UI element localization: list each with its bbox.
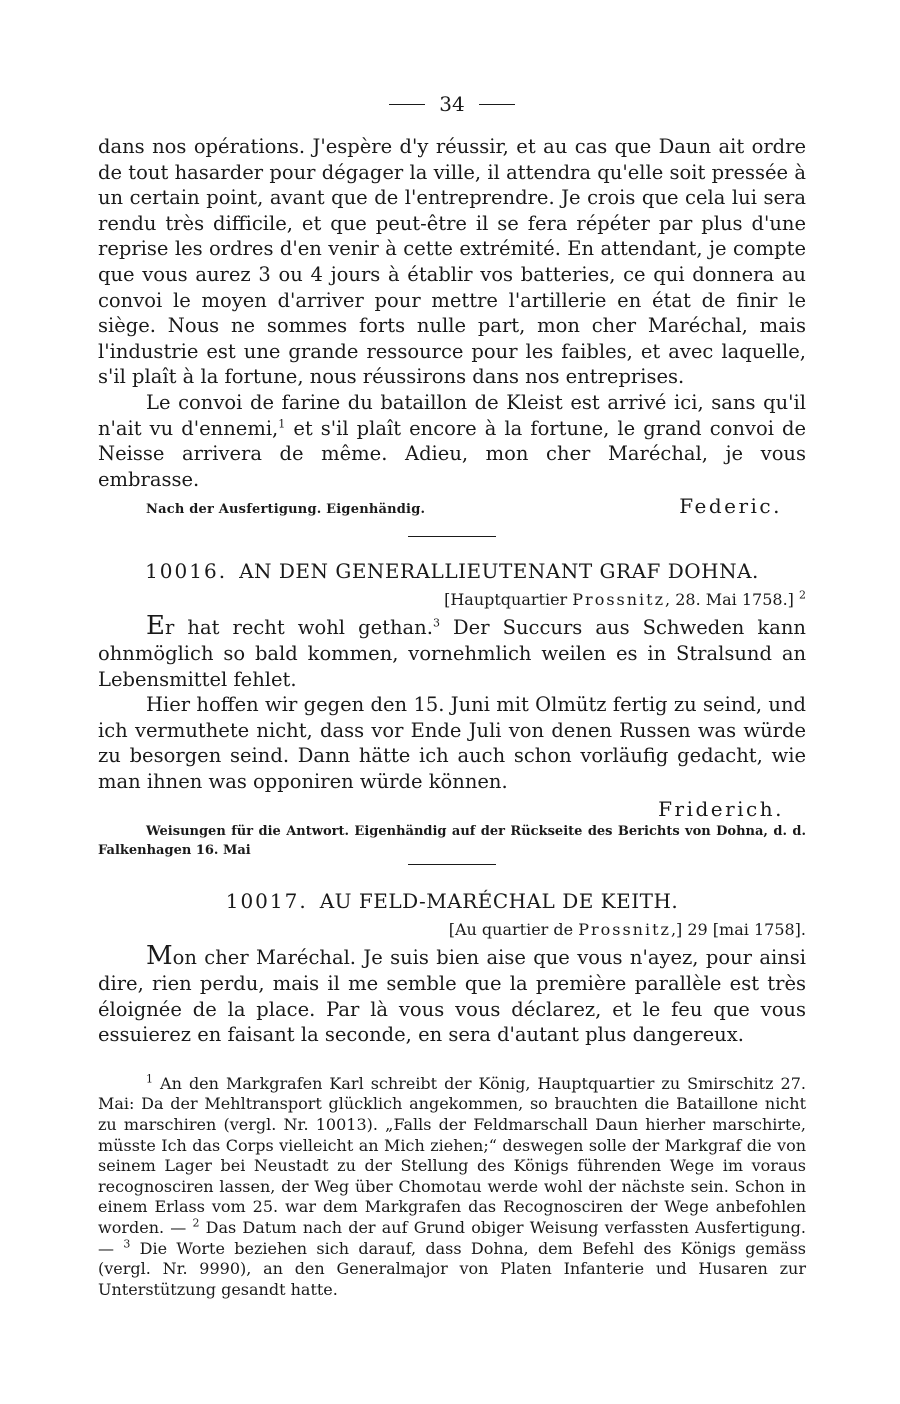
dateline-a: [Hauptquartier	[444, 590, 573, 610]
dateline-a: [Au quartier de	[448, 920, 579, 940]
letter-paragraph: Hier hoffen wir gegen den 15. Juni mit Olmütz fertig zu seind, und ich vermuthete nicht, dass vor Ende Juli von denen Russen was würde zu besorgen seind. Dann hätte ich auch schon vorläufig gedacht, wie man ihnen was opponiren würde können.	[98, 693, 806, 793]
paragraph-text-b: Der Succurs aus Schweden kann ohnmöglich so bald kommen, vornehmlich weilen es in Stralsund an Lebensmittel fehlet.	[98, 616, 806, 691]
signature: Federic.	[679, 494, 782, 519]
initial-letter: M	[146, 941, 173, 972]
footnote-2-text: Das Datum nach der auf Grund obiger Weisung verfassten Ausfertigung. —	[98, 1218, 806, 1258]
footnote-3-text: Die Worte beziehen sich darauf, dass Dohna, dem Befehl des Königs gemäss (vergl. Nr. 9990), an den Generalmajor von Platen Infanterie und Husaren zur Unterstützung gesandt hatte.	[98, 1238, 806, 1299]
footnote-1-text: An den Markgrafen Karl schreibt der König, Hauptquartier zu Smirschitz 27. Mai: Da der Mehltransport glücklich angekommen, so brauchten die Bataillone nicht zu marschiren (vergl. Nr. 10013). „Falls der Feldmarschall Daun hierher marschirte, müsste Ich das Corps vielleicht an Mich ziehen;“ deswegen solle der Markgraf die von seinem Lager bei Neustadt zu der Stellung des Königs führenden Wege im voraus recognosciren lassen, der Weg über Chomotau werde wohl der nächste sein. Schon in einem Erlass vom 25. war dem Markgrafen das Recognosciren der Wege anbefohlen worden. —	[98, 1073, 806, 1237]
footnotes	[98, 1074, 806, 1301]
footnote-mark-2: 2	[192, 1216, 200, 1230]
letter-footer	[98, 494, 806, 518]
initial-letter: E	[146, 611, 165, 642]
footnote-mark-3: 3	[123, 1237, 131, 1251]
footnote-ref-3: 3	[432, 616, 440, 630]
footnote-block	[98, 1074, 806, 1301]
letter-number: 10017.	[225, 889, 308, 914]
letter-closing-paragraph	[98, 390, 806, 492]
footnote-ref-2: 2	[799, 588, 806, 602]
paragraph-text: on cher Maréchal. Je suis bien aise que vous n'ayez, pour ainsi dire, rien perdu, mais il me semble que la première parallèle est très éloignée de la place. Par là vous vous déclarez, et le feu que vous essuierez en faisant la seconde, en sera d'autant plus dangereux.	[98, 946, 806, 1047]
section-divider	[408, 864, 496, 865]
letter-dateline	[98, 917, 806, 943]
dateline-place: Prossnitz	[572, 590, 666, 610]
dateline-b: , 28. Mai 1758.]	[665, 590, 794, 610]
letter-dateline	[98, 587, 806, 613]
letter-heading	[98, 557, 806, 585]
letter-paragraph	[98, 941, 806, 1047]
dateline-place: Prossnitz	[578, 920, 671, 940]
signature: Friderich.	[658, 797, 784, 822]
page-number: 34	[439, 92, 465, 116]
letter-title: AU FELD-MARÉCHAL DE KEITH.	[319, 889, 679, 914]
document-page	[98, 88, 806, 1300]
paragraph-text-a: r hat recht wohl gethan.	[164, 616, 433, 640]
letter-paragraph	[98, 611, 806, 692]
header-rule-right	[479, 104, 515, 105]
dateline-b: ,] 29 [mai 1758].	[670, 920, 806, 940]
page-header	[98, 88, 806, 120]
letter-heading	[98, 887, 806, 915]
footnote-ref-1: 1	[278, 417, 286, 431]
footnote-mark-1: 1	[146, 1072, 153, 1086]
letter-continuation-paragraph: dans nos opérations. J'espère d'y réussir, et au cas que Daun ait ordre de tout hasarder pour dégager la ville, il attendra qu'elle soit pressée à un certain point, avant que de l'entreprendre. Je crois que cela lui sera rendu très difficile, et que peut-être il se fera répéter par plus d'une reprise les ordres d'en venir à cette extrémité. En attendant, je compte que vous aurez 3 ou 4 jours à établir vos batteries, ce qui donnera au convoi le moyen d'arriver pour mettre l'artillerie en état de finir le siège. Nous ne sommes forts nulle part, mon cher Maréchal, mais l'industrie est une grande ressource pour les faibles, et avec laquelle, s'il plaît à la fortune, nous réussirons dans nos entreprises.	[98, 135, 806, 389]
closing-text-a: Le convoi de farine du bataillon de Kleist est arrivé ici, sans qu'il n'ait vu d'ennemi,	[98, 390, 806, 440]
source-note: Weisungen für die Antwort. Eigenhändig auf der Rückseite des Berichts von Dohna, d. d. Falkenhagen 16. Mai	[98, 824, 806, 859]
header-rule-left	[389, 104, 425, 105]
closing-text-b: et s'il plaît encore à la fortune, le grand convoi de Neisse arrivera de même. Adieu, mon cher Maréchal, je vous embrasse.	[98, 416, 806, 491]
section-divider	[408, 536, 496, 537]
source-note: Nach der Ausfertigung. Eigenhändig.	[146, 502, 426, 518]
letter-title: AN DEN GENERALLIEUTENANT GRAF DOHNA.	[239, 559, 759, 584]
letter-number: 10016.	[145, 559, 228, 584]
